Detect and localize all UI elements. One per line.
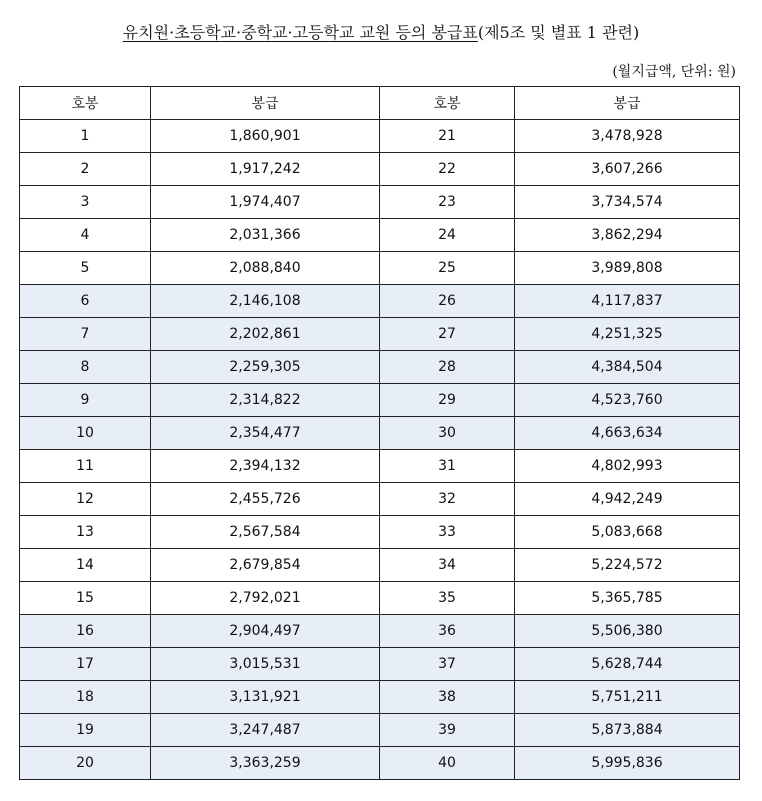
page-title [0, 21, 762, 45]
pay-cell: 4,384,504 [515, 351, 740, 384]
unit-note: (월지급액, 단위: 원) [612, 64, 736, 80]
header-pay-right: 봉급 [515, 87, 740, 120]
table-row [20, 120, 740, 153]
grade-cell: 23 [380, 186, 515, 219]
pay-cell: 1,917,242 [151, 153, 380, 186]
pay-cell: 5,365,785 [515, 582, 740, 615]
grade-cell: 14 [20, 549, 151, 582]
pay-cell: 2,314,822 [151, 384, 380, 417]
grade-cell: 30 [380, 417, 515, 450]
grade-cell: 24 [380, 219, 515, 252]
pay-cell: 3,015,531 [151, 648, 380, 681]
grade-cell: 25 [380, 252, 515, 285]
grade-cell: 16 [20, 615, 151, 648]
pay-cell: 3,131,921 [151, 681, 380, 714]
pay-cell: 4,523,760 [515, 384, 740, 417]
grade-cell: 29 [380, 384, 515, 417]
grade-cell: 28 [380, 351, 515, 384]
pay-cell: 5,628,744 [515, 648, 740, 681]
table-row [20, 549, 740, 582]
grade-cell: 18 [20, 681, 151, 714]
grade-cell: 6 [20, 285, 151, 318]
table-row [20, 318, 740, 351]
grade-cell: 15 [20, 582, 151, 615]
grade-cell: 10 [20, 417, 151, 450]
table-row [20, 747, 740, 780]
grade-cell: 8 [20, 351, 151, 384]
pay-cell: 5,083,668 [515, 516, 740, 549]
grade-cell: 35 [380, 582, 515, 615]
pay-cell: 2,259,305 [151, 351, 380, 384]
pay-cell: 3,989,808 [515, 252, 740, 285]
pay-cell: 2,146,108 [151, 285, 380, 318]
table-row [20, 582, 740, 615]
grade-cell: 31 [380, 450, 515, 483]
table-row [20, 384, 740, 417]
grade-cell: 38 [380, 681, 515, 714]
pay-cell: 4,663,634 [515, 417, 740, 450]
pay-cell: 2,455,726 [151, 483, 380, 516]
pay-cell: 3,734,574 [515, 186, 740, 219]
grade-cell: 1 [20, 120, 151, 153]
grade-cell: 3 [20, 186, 151, 219]
pay-cell: 2,679,854 [151, 549, 380, 582]
pay-cell: 5,506,380 [515, 615, 740, 648]
pay-cell: 2,031,366 [151, 219, 380, 252]
grade-cell: 7 [20, 318, 151, 351]
grade-cell: 19 [20, 714, 151, 747]
table-row [20, 252, 740, 285]
table-row [20, 285, 740, 318]
grade-cell: 37 [380, 648, 515, 681]
pay-cell: 1,860,901 [151, 120, 380, 153]
pay-cell: 4,942,249 [515, 483, 740, 516]
pay-cell: 5,995,836 [515, 747, 740, 780]
header-pay-left: 봉급 [151, 87, 380, 120]
grade-cell: 17 [20, 648, 151, 681]
table-body [20, 120, 740, 780]
grade-cell: 5 [20, 252, 151, 285]
pay-cell: 5,873,884 [515, 714, 740, 747]
grade-cell: 13 [20, 516, 151, 549]
table-row [20, 219, 740, 252]
grade-cell: 26 [380, 285, 515, 318]
grade-cell: 40 [380, 747, 515, 780]
pay-cell: 3,607,266 [515, 153, 740, 186]
grade-cell: 33 [380, 516, 515, 549]
table-row [20, 351, 740, 384]
pay-cell: 4,251,325 [515, 318, 740, 351]
pay-cell: 2,202,861 [151, 318, 380, 351]
pay-cell: 5,751,211 [515, 681, 740, 714]
table-row [20, 417, 740, 450]
grade-cell: 4 [20, 219, 151, 252]
pay-cell: 3,478,928 [515, 120, 740, 153]
grade-cell: 39 [380, 714, 515, 747]
grade-cell: 32 [380, 483, 515, 516]
grade-cell: 27 [380, 318, 515, 351]
pay-cell: 4,117,837 [515, 285, 740, 318]
grade-cell: 36 [380, 615, 515, 648]
title-main: 유치원·초등학교·중학교·고등학교 교원 등의 봉급표 [122, 23, 478, 42]
grade-cell: 2 [20, 153, 151, 186]
table-row [20, 516, 740, 549]
pay-cell: 2,394,132 [151, 450, 380, 483]
pay-cell: 2,904,497 [151, 615, 380, 648]
salary-table [19, 86, 740, 780]
title-note: (제5조 및 별표 1 관련) [477, 23, 640, 42]
pay-cell: 3,247,487 [151, 714, 380, 747]
grade-cell: 20 [20, 747, 151, 780]
table-row [20, 186, 740, 219]
table-row [20, 450, 740, 483]
table-header-row [20, 87, 740, 120]
table-row [20, 648, 740, 681]
table-row [20, 483, 740, 516]
pay-cell: 3,363,259 [151, 747, 380, 780]
grade-cell: 21 [380, 120, 515, 153]
table-row [20, 153, 740, 186]
pay-cell: 2,088,840 [151, 252, 380, 285]
table-row [20, 615, 740, 648]
pay-cell: 1,974,407 [151, 186, 380, 219]
header-grade-left: 호봉 [20, 87, 151, 120]
table-row [20, 714, 740, 747]
pay-cell: 2,792,021 [151, 582, 380, 615]
pay-cell: 2,354,477 [151, 417, 380, 450]
pay-cell: 2,567,584 [151, 516, 380, 549]
pay-cell: 3,862,294 [515, 219, 740, 252]
grade-cell: 11 [20, 450, 151, 483]
grade-cell: 12 [20, 483, 151, 516]
pay-cell: 4,802,993 [515, 450, 740, 483]
table-row [20, 681, 740, 714]
header-grade-right: 호봉 [380, 87, 515, 120]
grade-cell: 9 [20, 384, 151, 417]
grade-cell: 22 [380, 153, 515, 186]
pay-cell: 5,224,572 [515, 549, 740, 582]
grade-cell: 34 [380, 549, 515, 582]
